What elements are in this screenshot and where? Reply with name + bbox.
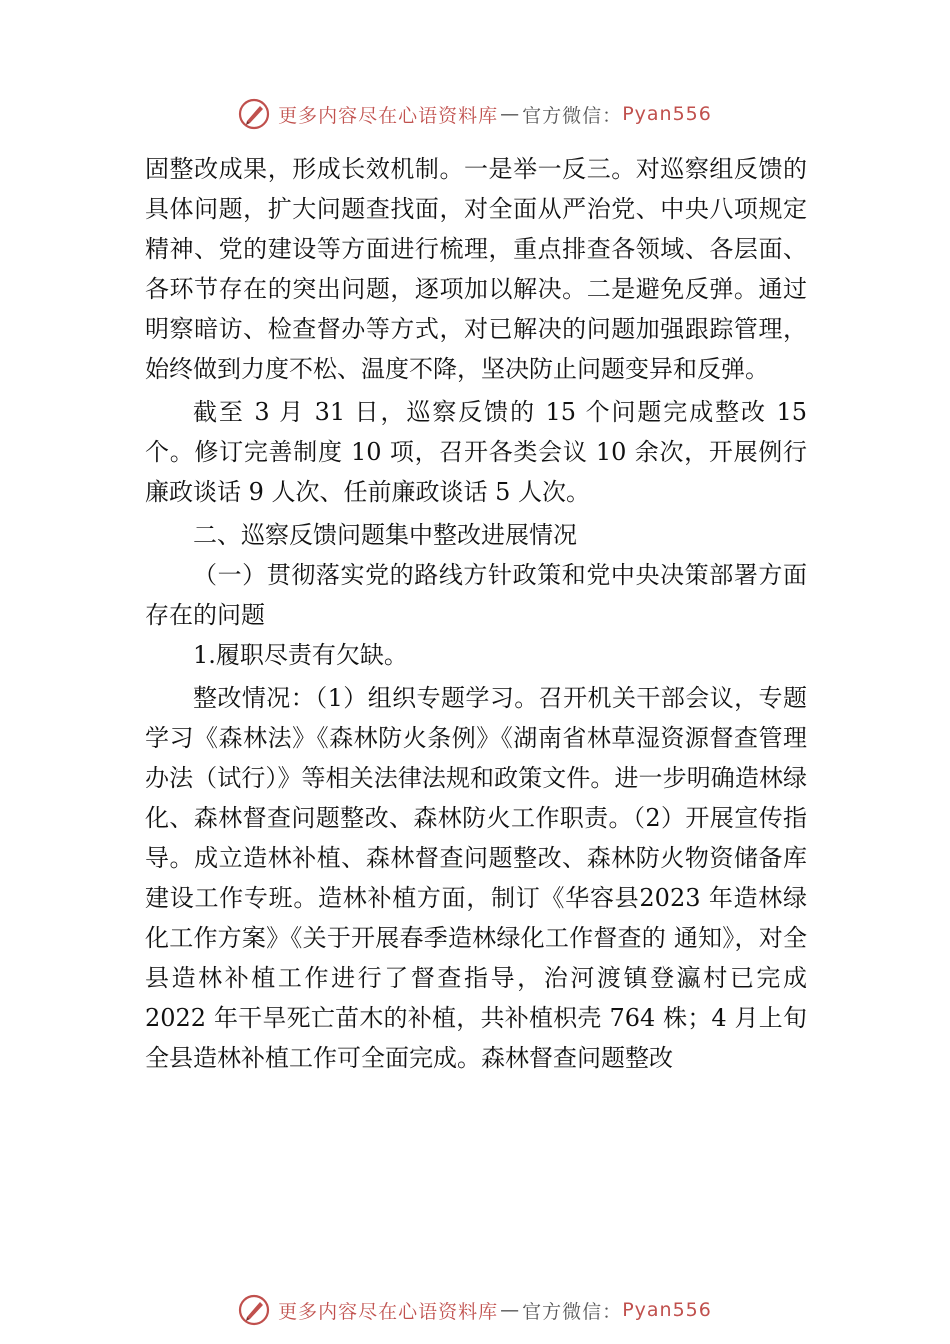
document-body xyxy=(145,149,807,1078)
pen-logo-icon xyxy=(238,98,270,130)
paragraph-rectification: 整改情况：（1）组织专题学习。召开机关干部会议，专题学习《森林法》《森林防火条例》《湖南省林草湿资源督查管理办法（试行）》等相关法律法规和政策文件。进一步明确造林绿化、森林督查问题整改、森林防火工作职责。（2）开展宣传指导。成立造林补植、森林督查问题整改、森林防火物资储备库建设工作专班。造林补植方面，制订《华容县2023 年造林绿化工作方案》《关于开展春季造林绿化工作督查的 通知》，对全县造林补植工作进行了督查指导，治河渡镇登瀛村已完成 2022 年干旱死亡苗木的补植，共补植枳壳 764 株；4 月上旬全县造林补植工作可全面完成。森林督查问题整改 xyxy=(145,684,807,1072)
subsection-heading: （一）贯彻落实党的路线方针政策和党中央决策部署方面存在的问题 xyxy=(145,561,807,629)
pen-logo-icon xyxy=(238,1294,270,1326)
banner-dash: — xyxy=(500,103,521,125)
banner-wechat-id: Pyan556 xyxy=(622,1299,712,1321)
banner-official-label: 官方微信： xyxy=(522,1300,623,1323)
banner-main-text: 更多内容尽在心语资料库 xyxy=(278,104,499,127)
banner-dash: — xyxy=(500,1299,521,1321)
paragraph-summary: 截至 3 月 31 日，巡察反馈的 15 个问题完成整改 15 个。修订完善制度 10 项，召开各类会议 10 余次，开展例行廉政谈话 9 人次、任前廉政谈话 5 人次。 xyxy=(145,398,807,506)
footer-banner xyxy=(0,1290,950,1330)
header-banner xyxy=(0,94,950,134)
item-heading: 1.履职尽责有欠缺。 xyxy=(193,641,408,669)
banner-wechat-id: Pyan556 xyxy=(622,103,712,125)
paragraph-continuation: 固整改成果，形成长效机制。一是举一反三。对巡察组反馈的具体问题，扩大问题查找面，对全面从严治党、中央八项规定精神、党的建设等方面进行梳理，重点排查各领域、各层面、各环节存在的突出问题，逐项加以解决。二是避免反弹。通过明察暗访、检查督办等方式，对已解决的问题加强跟踪管理，始终做到力度不松、温度不降，坚决防止问题变异和反弹。 xyxy=(145,155,807,383)
banner-main-text: 更多内容尽在心语资料库 xyxy=(278,1300,499,1323)
section-heading: 二、巡察反馈问题集中整改进展情况 xyxy=(193,521,577,549)
banner-official-label: 官方微信： xyxy=(522,104,623,127)
